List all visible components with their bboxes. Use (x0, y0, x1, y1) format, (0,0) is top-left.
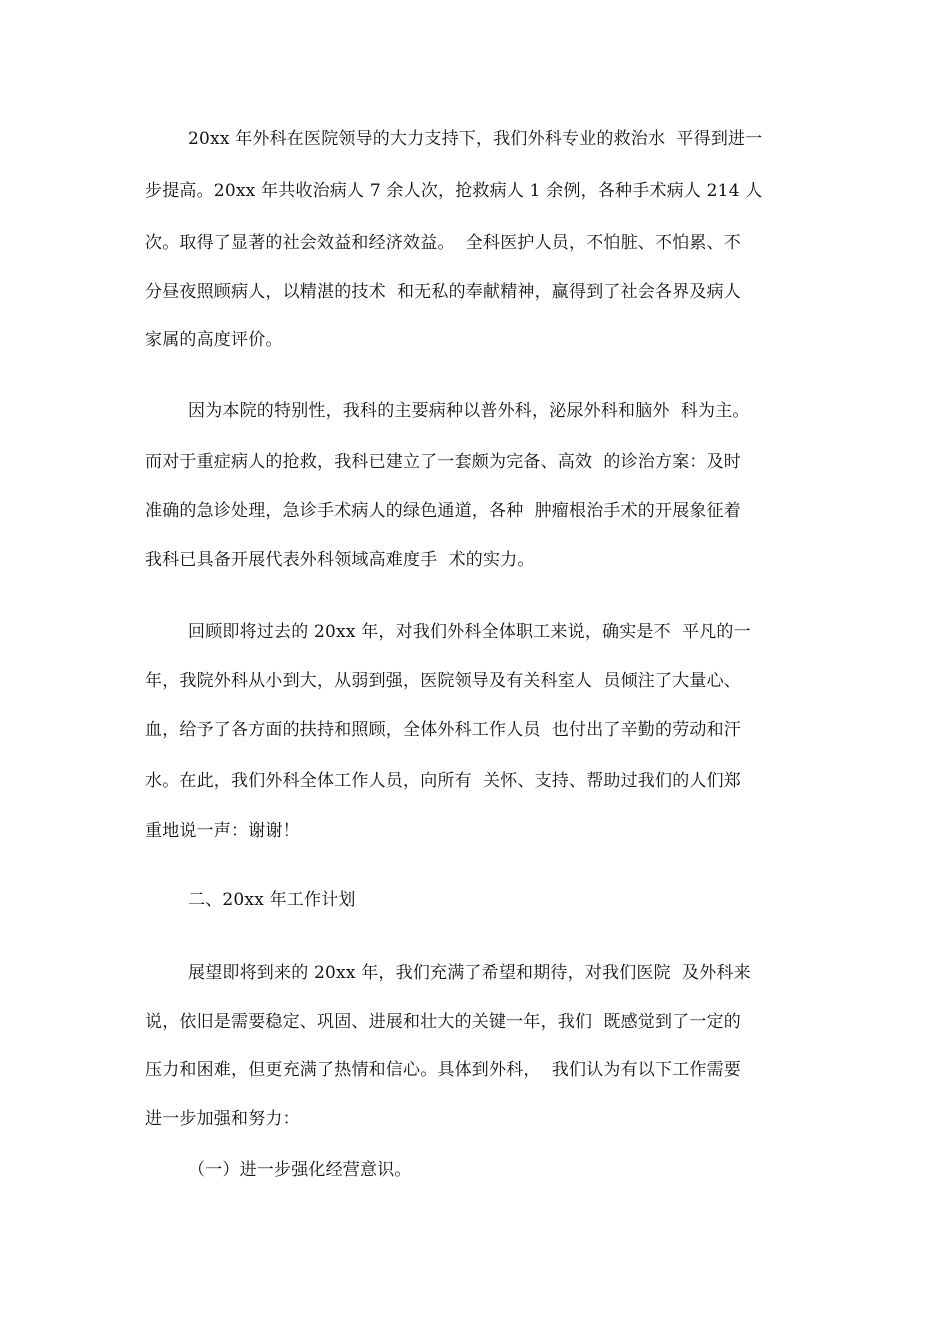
text-line: 血，给予了各方面的扶持和照顾，全体外科工作人员 也付出了辛勤的劳动和汗 (145, 720, 742, 740)
text-line: 水。在此，我们外科全体工作人员，向所有 关怀、支持、帮助过我们的人们郑 (145, 771, 742, 791)
text-line: 分昼夜照顾病人，以精湛的技术 和无私的奉献精神，赢得到了社会各界及病人 (145, 282, 742, 302)
text-line: 压力和困难，但更充满了热情和信心。具体到外科， 我们认为有以下工作需要 (145, 1060, 742, 1080)
text-line: 进一步加强和努力： (145, 1109, 300, 1129)
text-line: 准确的急诊处理，急诊手术病人的绿色通道，各种 肿瘤根治手术的开展象征着 (145, 501, 742, 521)
text-line: 说，依旧是需要稳定、巩固、进展和壮大的关键一年，我们 既感觉到了一定的 (145, 1012, 742, 1032)
text-line: 展望即将到来的 20xx 年，我们充满了希望和期待，对我们医院 及外科来 (188, 963, 751, 983)
text-line: 年，我院外科从小到大，从弱到强，医院领导及有关科室人 员倾注了大量心、 (145, 671, 742, 691)
section-heading: 二、20xx 年工作计划 (188, 890, 356, 910)
text-line: 次。取得了显著的社会效益和经济效益。 全科医护人员，不怕脏、不怕累、不 (145, 233, 742, 253)
text-line: 因为本院的特别性，我科的主要病种以普外科，泌尿外科和脑外 科为主。 (188, 401, 750, 421)
text-line: 步提高。20xx 年共收治病人 7 余人次，抢救病人 1 余例，各种手术病人 214 人 (145, 181, 763, 201)
sub-heading: （一）进一步强化经营意识。 (188, 1160, 412, 1180)
text-line: 重地说一声：谢谢！ (145, 821, 300, 841)
text-line: 家属的高度评价。 (145, 330, 283, 350)
text-line: 回顾即将过去的 20xx 年，对我们外科全体职工来说，确实是不 平凡的一 (188, 622, 751, 642)
text-line: 20xx 年外科在医院领导的大力支持下，我们外科专业的救治水 平得到进一 (188, 129, 763, 149)
text-line: 而对于重症病人的抢救，我科已建立了一套颇为完备、高效 的诊治方案：及时 (145, 452, 742, 472)
text-line: 我科已具备开展代表外科领域高难度手 术的实力。 (145, 550, 535, 570)
